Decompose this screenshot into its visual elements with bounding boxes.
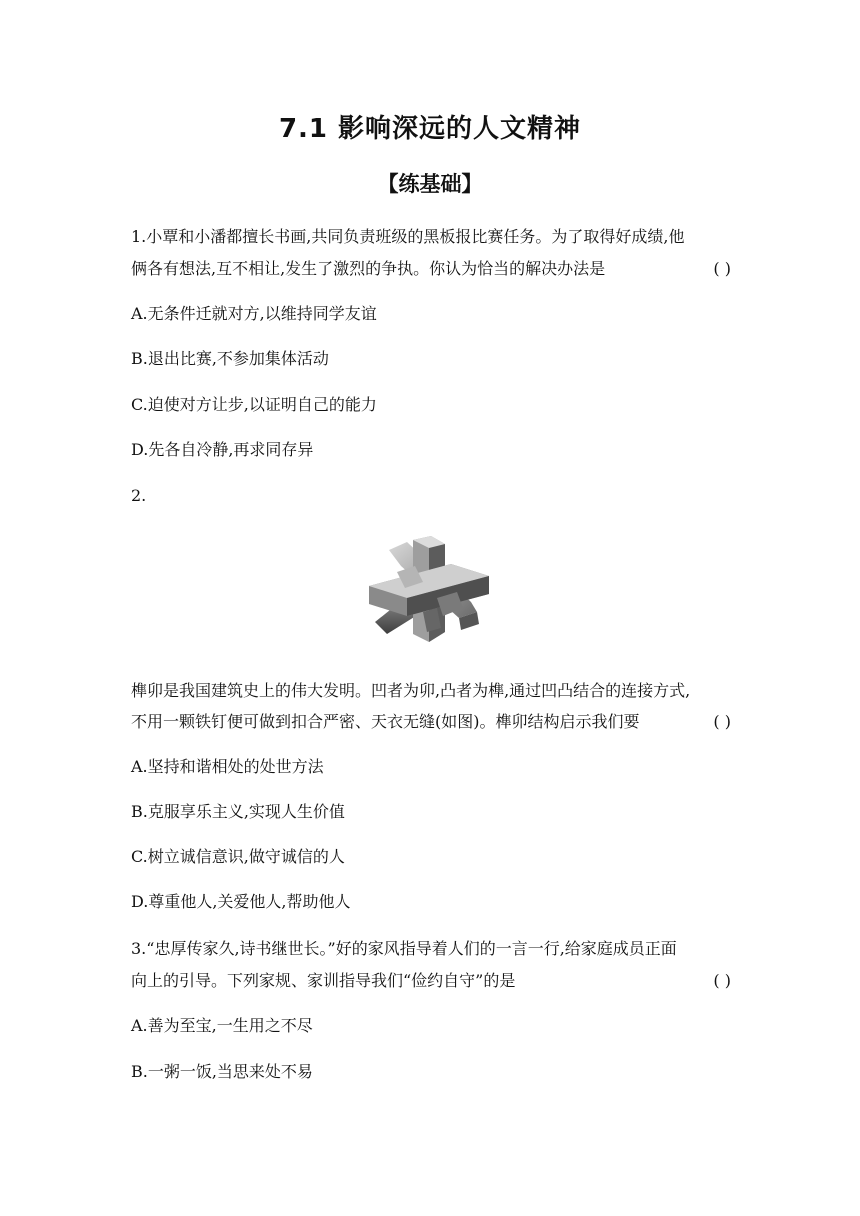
q2-stem-line2 (131, 711, 731, 733)
q3-option-b: B.一粥一饭,当思来处不易 (131, 1062, 313, 1081)
q2-answer-paren: ( ) (713, 712, 731, 731)
q2-option-c: C.树立诚信意识,做守诚信的人 (131, 847, 345, 866)
q3-stem-line2 (131, 970, 731, 992)
q1-option-b: B.退出比赛,不参加集体活动 (131, 349, 329, 368)
q3-stem-line1: 3.“忠厚传家久,诗书继世长。”好的家风指导着人们的一言一行,给家庭成员正面 (131, 939, 677, 958)
q1-stem-line2 (131, 258, 731, 280)
q3-answer-paren: ( ) (713, 971, 731, 990)
q2-option-d: D.尊重他人,关爱他人,帮助他人 (131, 892, 351, 911)
q3-stem-text: 向上的引导。下列家规、家训指导我们“俭约自守”的是 (131, 971, 516, 990)
section-heading: 【练基础】 (377, 172, 483, 196)
q1-option-c: C.迫使对方让步,以证明自己的能力 (131, 395, 377, 414)
q2-stem-line1: 榫卯是我国建筑史上的伟大发明。凹者为卯,凸者为榫,通过凹凸结合的连接方式, (131, 681, 691, 700)
q1-option-d: D.先各自冷静,再求同存异 (131, 440, 314, 459)
mortise-tenon-puzzle-image (367, 536, 491, 648)
q1-stem-text: 俩各有想法,互不相让,发生了激烈的争执。你认为恰当的解决办法是 (131, 259, 606, 278)
q1-answer-paren: ( ) (713, 259, 731, 278)
q2-option-b: B.克服享乐主义,实现人生价值 (131, 802, 345, 821)
q2-stem-text: 不用一颗铁钉便可做到扣合严密、天衣无缝(如图)。榫卯结构启示我们要 (131, 712, 640, 731)
q2-number: 2. (131, 486, 147, 505)
q1-option-a: A.无条件迁就对方,以维持同学友谊 (131, 304, 377, 323)
page-title: 7.1 影响深远的人文精神 (278, 114, 582, 144)
q2-option-a: A.坚持和谐相处的处世方法 (131, 757, 324, 776)
q3-option-a: A.善为至宝,一生用之不尽 (131, 1016, 313, 1035)
q1-stem-line1: 1.小覃和小潘都擅长书画,共同负责班级的黑板报比赛任务。为了取得好成绩,他 (131, 227, 685, 246)
